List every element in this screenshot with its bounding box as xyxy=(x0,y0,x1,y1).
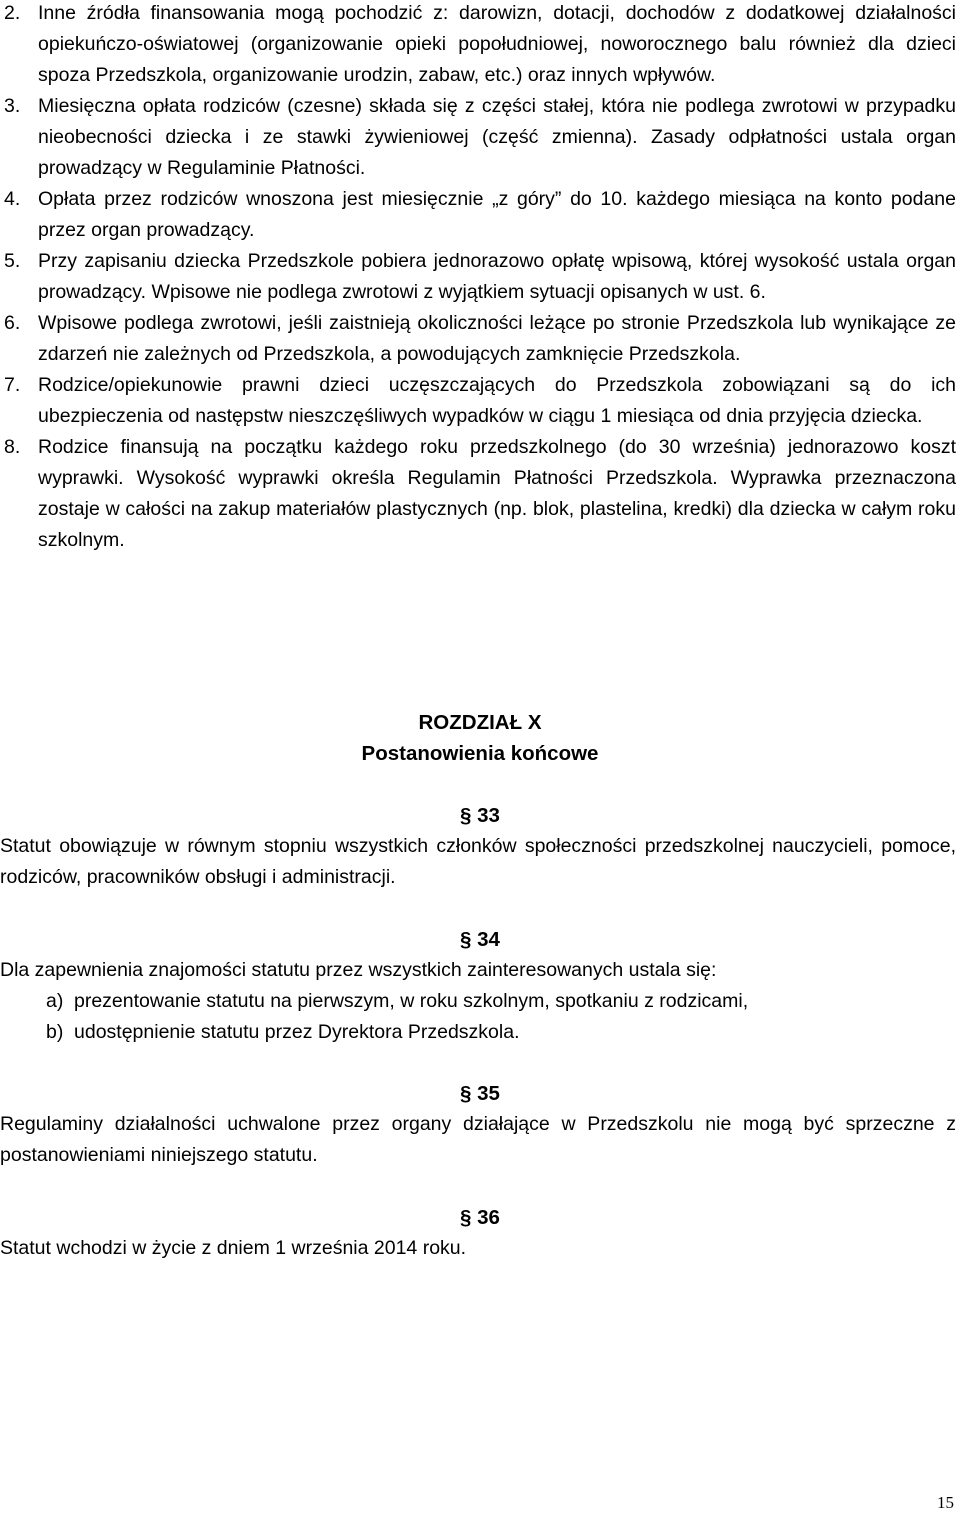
point-text: prezentowanie statutu na pierwszym, w roku szkolnym, spotkaniu z rodzicami, xyxy=(74,990,749,1012)
section-text-36: Statut wchodzi w życie z dniem 1 września 2014 roku. xyxy=(0,1237,467,1259)
point-label: a) xyxy=(46,990,64,1012)
numbered-list xyxy=(0,0,956,556)
section-heading-33: § 33 xyxy=(460,804,500,827)
section-heading-36: § 36 xyxy=(460,1206,500,1229)
item-text: Wpisowe podlega zwrotowi, jeśli zaistnieją okoliczności leżące po stronie Przedszkola lub wynikające ze zdarzeń nie zależnych od Przedszkola, a powodujących zamknięcie Przedszkola. xyxy=(38,312,956,365)
list-item xyxy=(0,308,956,370)
list-item xyxy=(46,986,946,1017)
section-points-34 xyxy=(46,986,946,1048)
item-text: Przy zapisaniu dziecka Przedszkole pobiera jednorazowo opłatę wpisową, której wysokość ustala organ prowadzący. Wpisowe nie podlega zwrotowi z wyjątkiem sytuacji opisanych w ust. 6. xyxy=(38,250,956,303)
item-number: 8. xyxy=(4,436,21,458)
section-text-34: Dla zapewnienia znajomości statutu przez wszystkich zainteresowanych ustala się: xyxy=(0,959,717,981)
item-text: Inne źródła finansowania mogą pochodzić z: darowizn, dotacji, dochodów z dodatkowej działalności opiekuńczo-oświatowej (organizowanie opieki popołudniowej, noworocznego balu również dla dzieci spoza Przedszkola, organizowanie urodzin, zabaw, etc.) oraz innych wpływów. xyxy=(38,2,956,86)
item-number: 3. xyxy=(4,95,21,117)
section-text-35: Regulaminy działalności uchwalone przez organy działające w Przedszkolu nie mogą być sprzeczne z postanowieniami niniejszego statutu. xyxy=(0,1113,956,1166)
item-number: 4. xyxy=(4,188,21,210)
item-number: 5. xyxy=(4,250,21,272)
item-number: 2. xyxy=(4,2,21,24)
point-text: udostępnienie statutu przez Dyrektora Przedszkola. xyxy=(74,1021,520,1043)
section-text-33: Statut obowiązuje w równym stopniu wszystkich członków społeczności przedszkolnej nauczycieli, pomoce, rodziców, pracowników obsługi i administracji. xyxy=(0,835,956,888)
item-number: 7. xyxy=(4,374,21,396)
list-item xyxy=(46,1017,946,1048)
list-item xyxy=(0,0,956,91)
point-label: b) xyxy=(46,1021,64,1043)
section-heading-35: § 35 xyxy=(460,1082,500,1105)
item-text: Rodzice finansują na początku każdego roku przedszkolnego (do 30 września) jednorazowo koszt wyprawki. Wysokość wyprawki określa Regulamin Płatności Przedszkola. Wyprawka przeznaczona zostaje w całości na zakup materiałów plastycznych (np. blok, plastelina, kredki) dla dziecka w całym roku szkolnym. xyxy=(38,436,956,551)
item-text: Miesięczna opłata rodziców (czesne) składa się z części stałej, która nie podlega zwrotowi w przypadku nieobecności dziecka i ze stawki żywieniowej (część zmienna). Zasady odpłatności ustala organ prowadzący w Regulaminie Płatności. xyxy=(38,95,956,179)
list-item xyxy=(0,184,956,246)
list-item xyxy=(0,246,956,308)
item-text: Opłata przez rodziców wnoszona jest miesięcznie „z góry” do 10. każdego miesiąca na konto podane przez organ prowadzący. xyxy=(38,188,956,241)
page-number: 15 xyxy=(937,1493,954,1512)
list-item xyxy=(0,91,956,184)
item-text: Rodzice/opiekunowie prawni dzieci uczęszczających do Przedszkola zobowiązani są do ich ubezpieczenia od następstw nieszczęśliwych wypadków w ciągu 1 miesiąca od dnia przyjęcia dziecka. xyxy=(38,374,956,427)
item-number: 6. xyxy=(4,312,21,334)
list-item xyxy=(0,432,956,556)
list-item xyxy=(0,370,956,432)
chapter-title: ROZDZIAŁ X xyxy=(418,711,542,734)
chapter-subtitle: Postanowienia końcowe xyxy=(361,742,599,765)
section-heading-34: § 34 xyxy=(460,928,500,951)
